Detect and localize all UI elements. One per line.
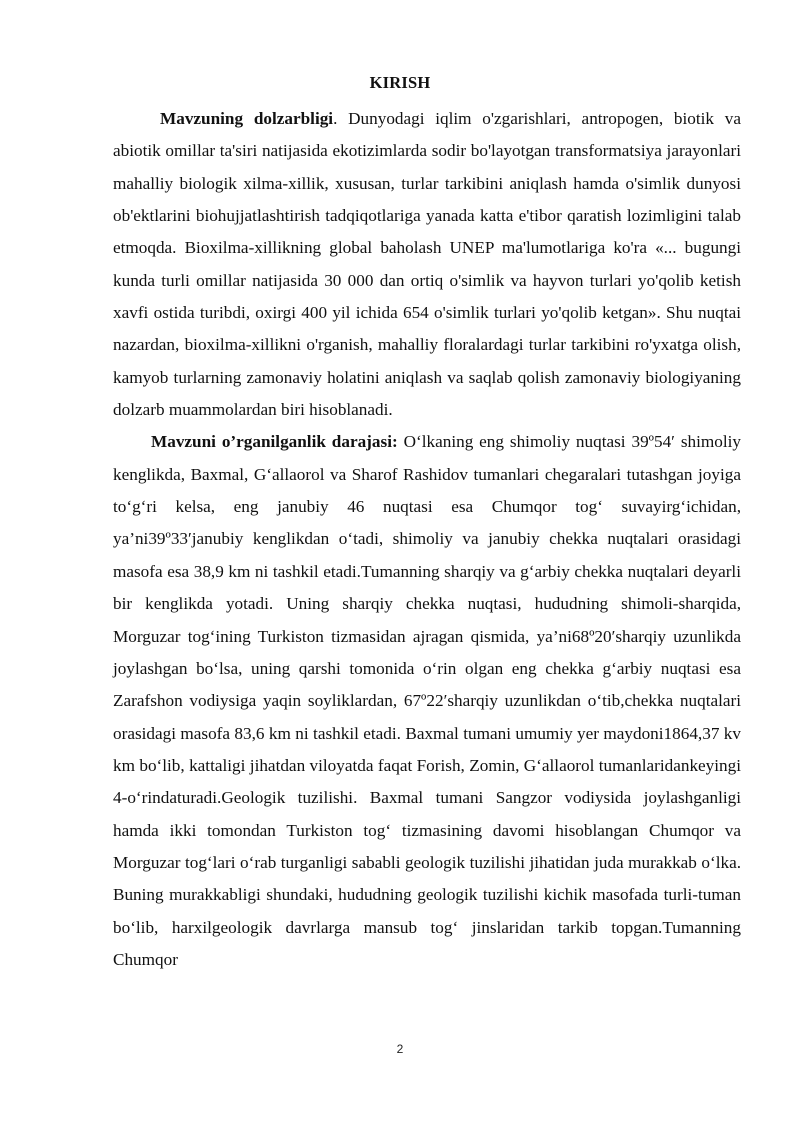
section-title: KIRISH — [369, 73, 431, 92]
paragraph-lead-study-level: Mavzuni o’rganilganlik darajasi: — [151, 432, 398, 452]
paragraph-relevance — [113, 103, 741, 426]
paragraph-text-relevance: . Dunyodagi iqlim o'zgarishlari, antropogen, biotik va abiotik omillar ta'siri natijasida ekotizimlarda sodir bo'layotgan transformatsiya jarayonlari mahalliy biologik xilma-xillik, xususan, turlar tarkibini aniqlash hamda o'simlik dunyosi ob'ektlarini biohujjatlashtirish tadqiqotlariga yanada katta e'tibor qaratish lozimligini talab etmoqda. Bioxilma-xillikning global baholash UNEP ma'lumotlariga ko'ra «... bugungi kunda turli omillar natijasida 30 000 dan ortiq o'simlik va hayvon turlari yo'qolib ketish xavfi ostida turibdi, oxirgi 400 yil ichida 654 o'simlik turlari yo'qolib ketgan». Shu nuqtai nazardan, bioxilma-xillikni o'rganish, mahalliy floralardagi turlar tarkibini ro'yxatga olish, kamyob turlarning zamonaviy holatini aniqlash va saqlab qolish zamonaviy biologiyaning dolzarb muammolardan biri hisoblanadi. — [113, 109, 741, 420]
paragraph-study-level — [113, 426, 741, 976]
paragraph-text-study-level: O‘lkaning eng shimoliy nuqtasi 39º54′ shimoliy kenglikda, Baxmal, G‘allaorol va Sharof Rashidov tumanlari chegaralari tutashgan joyiga to‘g‘ri kelsa, eng janubiy 46 nuqtasi esa Chumqor tog‘ suvayirg‘ichidan, ya’ni39º33′janubiy kenglikdan o‘tadi, shimoliy va janubiy chekka nuqtalari orasidagi masofa esa 38,9 km ni tashkil etadi.Tumanning sharqiy va g‘arbiy chekka nuqtalari deyarli bir kenglikda yotadi. Uning sharqiy chekka nuqtasi, hududning shimoli-sharqida, Morguzar tog‘ining Turkiston tizmasidan ajragan qismida, ya’ni68º20′sharqiy uzunlikda joylashgan bo‘lsa, uning qarshi tomonida o‘rin olgan eng chekka g‘arbiy nuqtasi esa Zarafshon vodiysiga yaqin soyliklardan, 67º22′sharqiy uzunlikdan o‘tib,chekka nuqtalari orasidagi masofa 83,6 km ni tashkil etadi. Baxmal tumani umumiy yer maydoni1864,37 kv km bo‘lib, kattaligi jihatdan viloyatda faqat Forish, Zomin, G‘allaorol tumanlaridankeyingi 4-o‘rindaturadi.Geologik tuzilishi. Baxmal tumani Sangzor vodiysida joylashganligi hamda ikki tomondan Turkiston tog‘ tizmasining davomi hisoblangan Chumqor va Morguzar tog‘lari o‘rab turganligi sababli geologik tuzilishi jihatidan juda murakkab o‘lka. Buning murakkabligi shundaki, hududning geologik tuzilishi kichik masofada turli-tuman bo‘lib, harxilgeologik davrlarga mansub tog‘ jinslaridan tarkib topgan.Tumanning Chumqor — [113, 432, 741, 969]
body-text — [113, 103, 741, 976]
page-number: 2 — [396, 1042, 404, 1056]
paragraph-lead-relevance: Mavzuning dolzarbligi — [160, 109, 334, 128]
